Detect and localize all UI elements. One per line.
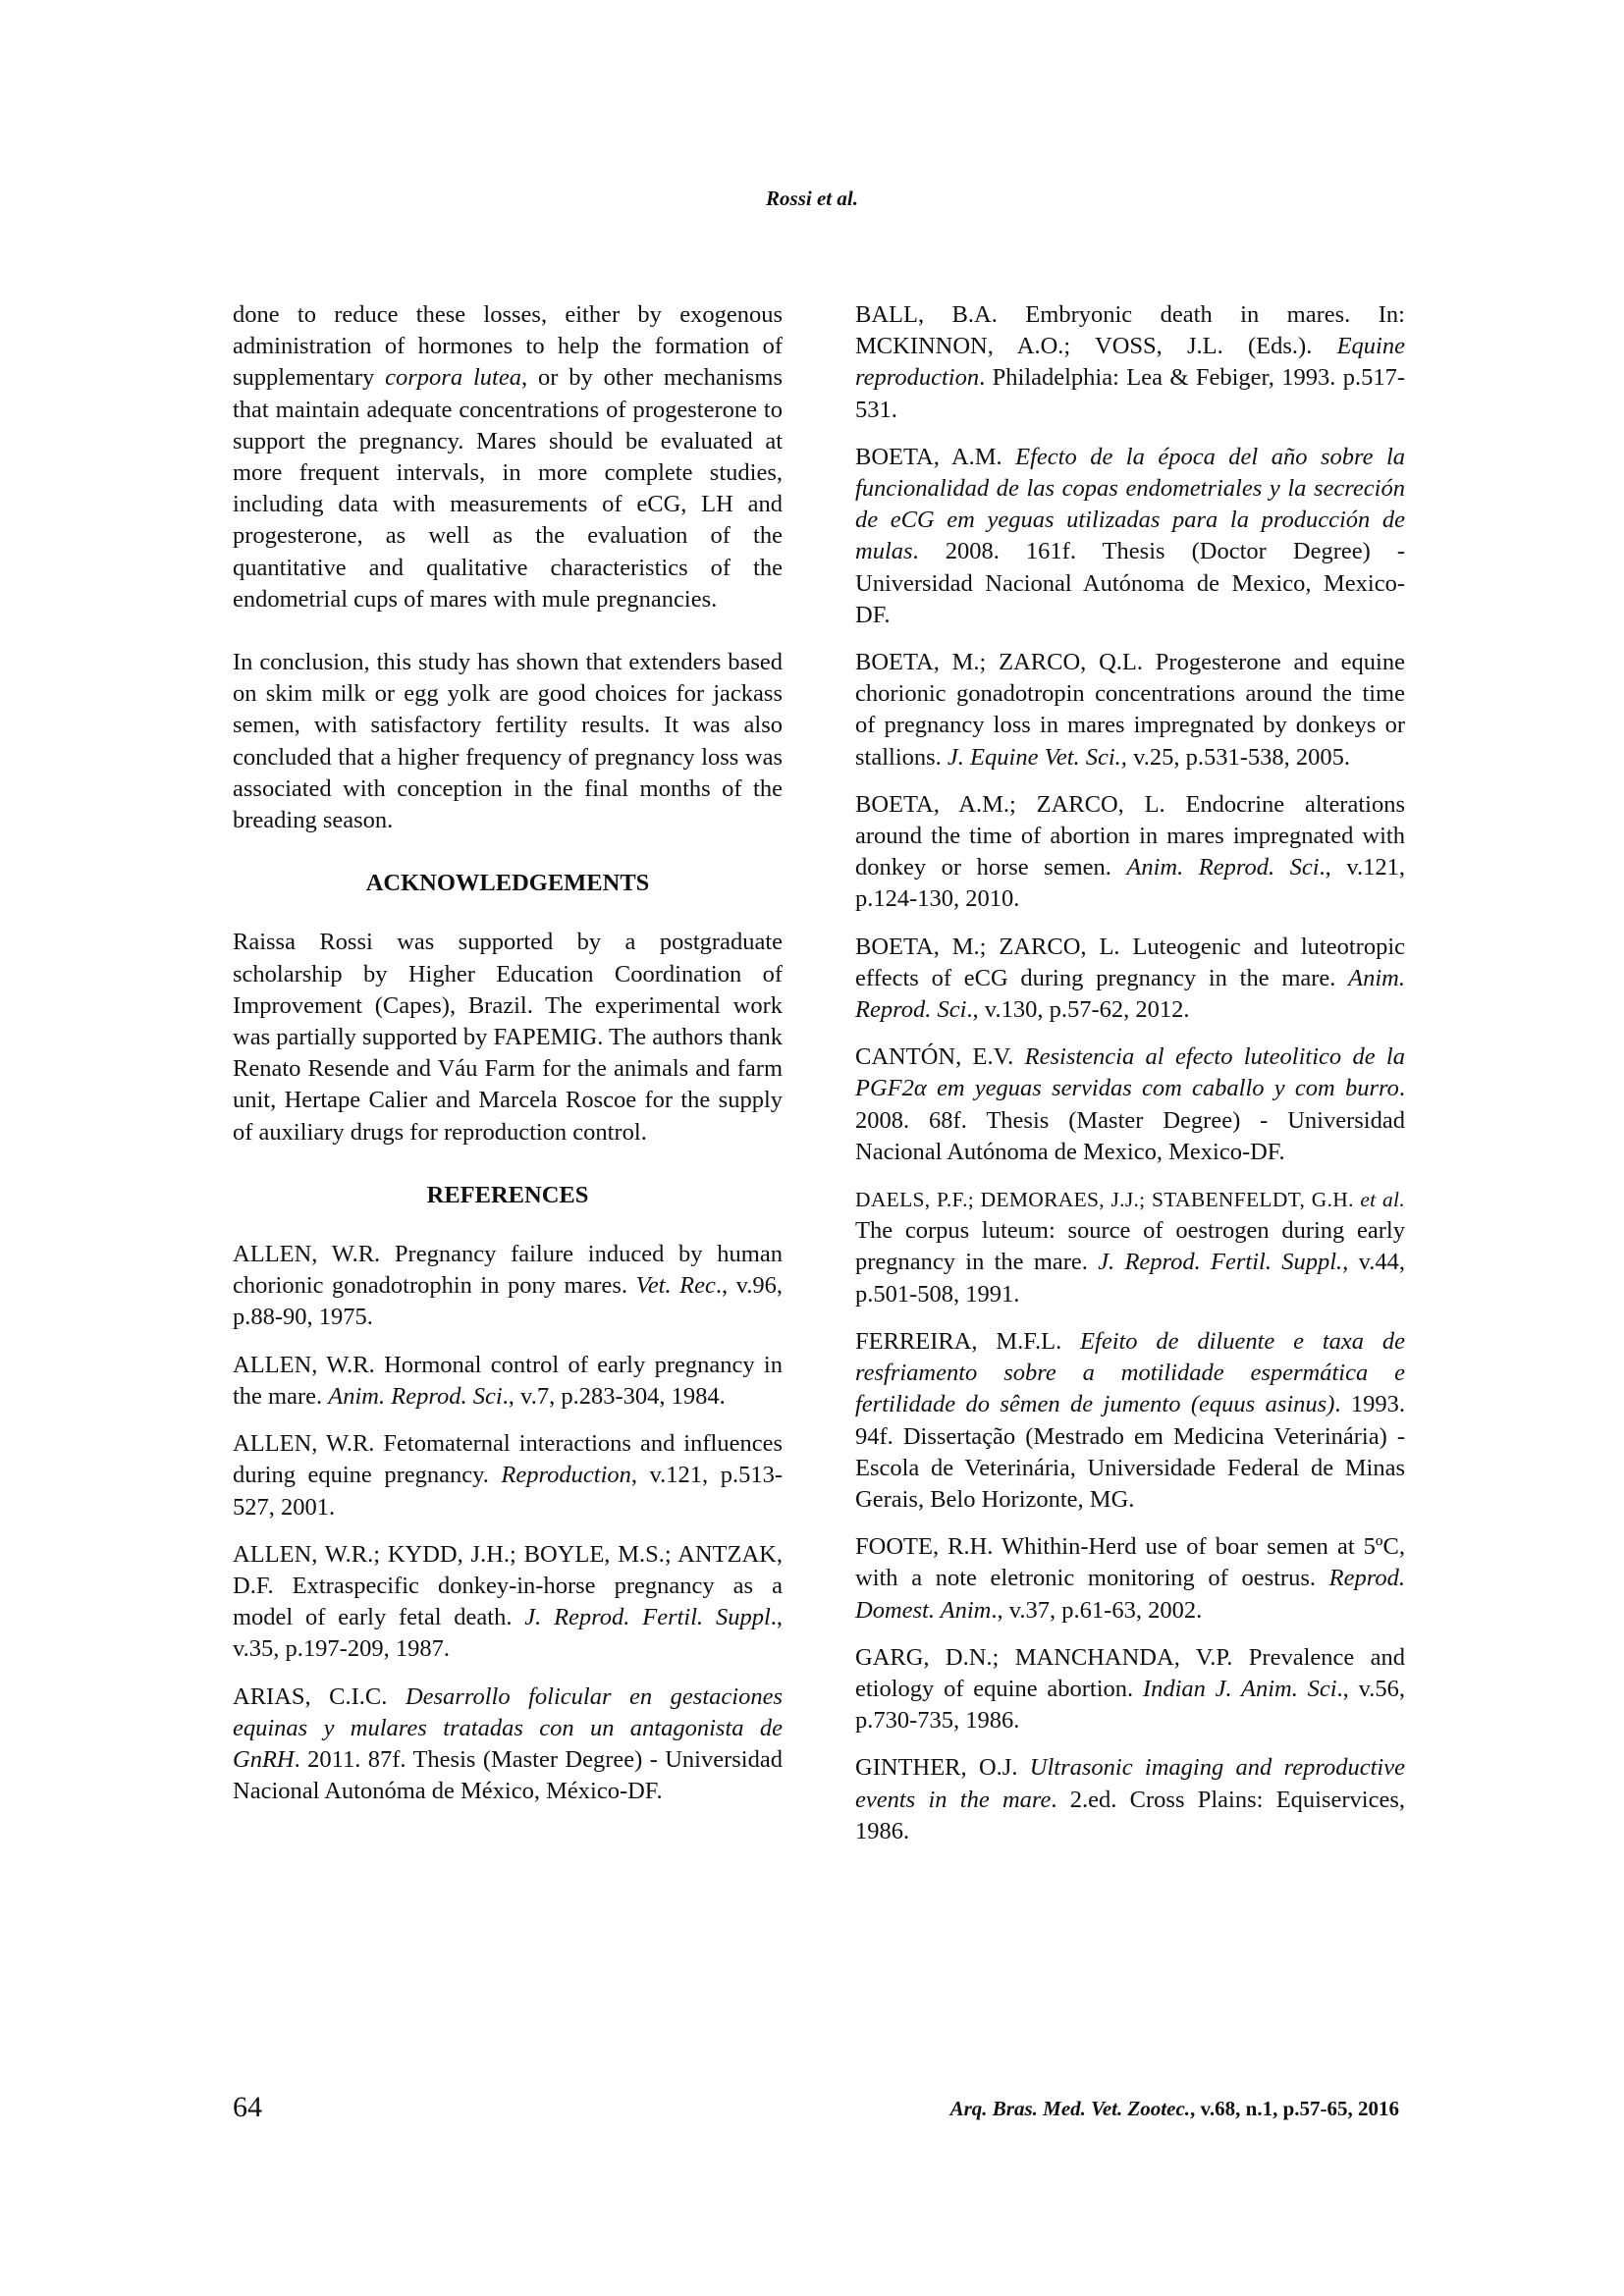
text-run: FOOTE, R.H. Whithin-Herd use of boar semen at 5ºC, with a note eletronic monitoring of oestrus. (855, 1533, 1405, 1592)
italic-run: Equine reproduction (855, 333, 1405, 392)
body-paragraph (233, 299, 783, 615)
journal-citation (950, 2097, 1399, 2121)
text-run: GARG, D.N.; MANCHANDA, V.P. Prevalence and etiology of equine abortion. (855, 1643, 1405, 1702)
text-run: ALLEN, W.R. Pregnancy failure induced by human chorionic gonadotrophin in pony mares. (233, 1241, 783, 1300)
text-run: BALL, B.A. Embryonic death in mares. In: MCKINNON, A.O.; VOSS, J.L. (Eds.). (855, 301, 1405, 360)
reference-entry (233, 1539, 783, 1666)
reference-entry (233, 1350, 783, 1413)
italic-run: Desarrollo folicular en gestaciones equinas y mulares tratadas con un antagonista de GnRH (233, 1682, 783, 1773)
text-run: ., v.35, p.197-209, 1987. (233, 1604, 783, 1663)
italic-run: Anim. Reprod. Sci (328, 1382, 503, 1410)
text-run: , or by other mechanisms that maintain adequate concentrations of progesterone to support the pregnancy. Mares should be evaluated at more frequent intervals, in more complete studies, including data with measurements of eCG, LH and progesterone, as well as the evaluation of the quantitative and qualitative characteristics of the endometrial cups of mares with mule pregnancies. (233, 364, 783, 613)
reference-entry (855, 789, 1405, 916)
italic-run: J. Reprod. Fertil. Suppl (524, 1604, 771, 1631)
reference-list-right (855, 299, 1405, 1847)
italic-run: corpora lutea (385, 364, 521, 392)
acknowledgements-heading: ACKNOWLEDGEMENTS (365, 870, 650, 897)
text-run: v.44, p.501-508, 1991. (855, 1249, 1405, 1308)
text-run: ., v.130, p.57-62, 2012. (966, 996, 1190, 1024)
italic-run: Efecto de la época del año sobre la funcionalidad de las copas endometriales y la secreción de eCG em yeguas utilizadas para la producción de mulas (855, 443, 1406, 565)
italic-run: J. Reprod. Fertil. Suppl., (1098, 1249, 1349, 1276)
text-run: BOETA, M.; ZARCO, L. Luteogenic and luteotropic effects of eCG during pregnancy in the mare. (855, 933, 1405, 991)
text-run: ALLEN, W.R. Fetomaternal interactions and influences during equine pregnancy. (233, 1430, 783, 1489)
page-number: 64 (233, 2091, 262, 2123)
text-run: ., v.121, p.124-130, 2010. (855, 854, 1405, 913)
text-run: . 1993. 94f. Dissertação (Mestrado em Medicina Veterinária) - Escola de Veterinária, Universidade Federal de Minas Gerais, Belo Horizonte, MG. (855, 1391, 1406, 1513)
italic-run: Resistencia al efecto luteolitico de la PGF2α em yeguas servidas com caballo y com burro (855, 1043, 1405, 1102)
text-run: The corpus luteum: source of oestrogen during early pregnancy in the mare. (855, 1217, 1405, 1276)
text-run: . 2008. 68f. Thesis (Master Degree) - Universidad Nacional Autónoma de Mexico, Mexico-DF. (855, 1075, 1405, 1165)
text-run: BOETA, M.; ZARCO, Q.L. Progesterone and equine chorionic gonadotropin concentrations around the time of pregnancy loss in mares impregnated by donkeys or stallions. (855, 649, 1405, 771)
italic-run: Ultrasonic imaging and reproductive events in the mare (855, 1754, 1405, 1813)
italic-run: Reproduction (501, 1462, 631, 1489)
reference-entry (233, 1682, 783, 1808)
reference-entry (855, 1642, 1405, 1737)
text-run: BOETA, A.M.; ZARCO, L. Endocrine alterations around the time of abortion in mares impregnated with donkey or horse semen. (855, 790, 1405, 881)
left-column (233, 299, 783, 1823)
reference-entry (855, 647, 1405, 774)
reference-entry (855, 442, 1405, 631)
italic-run: et al. (1360, 1188, 1405, 1212)
acknowledgements-text: Raissa Rossi was supported by a postgraduate scholarship by Higher Education Coordination of Improvement (Capes), Brazil. The experimental work was partially supported by FAPEMIG. The authors thank Renato Resende and Váu Farm for the animals and farm unit, Hertape Calier and Marcela Roscoe for the supply of auxiliary drugs for reproduction control. (233, 929, 783, 1146)
text-run: ARIAS, C.I.C. (233, 1682, 406, 1710)
references-heading: REFERENCES (426, 1181, 589, 1208)
text-run: . 2008. 161f. Thesis (Doctor Degree) - Universidad Nacional Autónoma de Mexico, Mexico-DF. (855, 538, 1405, 628)
right-column (855, 299, 1405, 1863)
reference-entry (855, 1184, 1405, 1310)
text-run: v.25, p.531-538, 2005. (1126, 743, 1351, 771)
italic-run: J. Equine Vet. Sci., (947, 743, 1127, 771)
reference-entry (855, 1326, 1405, 1516)
italic-run: Efeito de diluente e taxa de resfriamento sobre a motilidade espermática e fertilidade do sêmen de jumento (equus asinus) (855, 1327, 1405, 1418)
reference-entry (855, 1531, 1405, 1627)
text-run: ., v.96, p.88-90, 1975. (233, 1272, 783, 1331)
journal-name: Arq. Bras. Med. Vet. Zootec. (949, 2097, 1191, 2120)
running-head: Rossi et al. (766, 187, 858, 210)
text-run: CANTÓN, E.V. (855, 1043, 1025, 1071)
text-run: ., v.7, p.283-304, 1984. (502, 1382, 726, 1410)
italic-run: Indian J. Anim. Sci (1142, 1675, 1337, 1702)
italic-run: Reprod. Domest. Anim (855, 1565, 1405, 1624)
text-run: DAELS, P.F.; DEMORAES, J.J.; STABENFELDT, G.H. (855, 1188, 1361, 1212)
text-run: ., v.37, p.61-63, 2002. (991, 1596, 1203, 1624)
text-run: GINTHER, O.J. (855, 1754, 1030, 1782)
text-run: ., v.56, p.730-735, 1986. (855, 1675, 1405, 1735)
text-run: FERREIRA, M.F.L. (855, 1327, 1081, 1355)
text-run: done to reduce these losses, either by exogenous administration of hormones to help the formation of supplementary (233, 301, 783, 392)
reference-entry (855, 1752, 1405, 1847)
text-run: . 2.ed. Cross Plains: Equiservices, 1986. (855, 1786, 1405, 1844)
text-run: , v.121, p.513-527, 2001. (233, 1462, 783, 1521)
italic-run: Anim. Reprod. Sci (1126, 854, 1320, 881)
text-run: . Philadelphia: Lea & Febiger, 1993. p.517-531. (855, 364, 1405, 423)
reference-list-left (233, 1239, 783, 1807)
text-run: . 2011. 87f. Thesis (Master Degree) - Universidad Nacional Autonóma de México, México-DF. (233, 1745, 783, 1805)
journal-volume: , v.68, n.1, p.57-65, 2016 (1190, 2097, 1399, 2120)
italic-run: Anim. Reprod. Sci (855, 964, 1405, 1024)
text-run: ALLEN, W.R.; KYDD, J.H.; BOYLE, M.S.; ANTZAK, D.F. Extraspecific donkey-in-horse pregnancy as a model of early fetal death. (233, 1540, 783, 1631)
text-run: ALLEN, W.R. Hormonal control of early pregnancy in the mare. (233, 1351, 783, 1410)
italic-run: Vet. Rec (635, 1272, 716, 1300)
reference-entry (855, 932, 1405, 1027)
reference-entry (855, 1041, 1405, 1168)
conclusion-paragraph: In conclusion, this study has shown that extenders based on skim milk or egg yolk are good choices for jackass semen, with satisfactory fertility results. It was also concluded that a higher frequency of pregnancy loss was associated with conception in the final months of the breading season. (233, 649, 783, 834)
reference-entry (855, 299, 1405, 426)
text-run: BOETA, A.M. (855, 443, 1016, 470)
reference-entry (233, 1239, 783, 1334)
reference-entry (233, 1428, 783, 1523)
